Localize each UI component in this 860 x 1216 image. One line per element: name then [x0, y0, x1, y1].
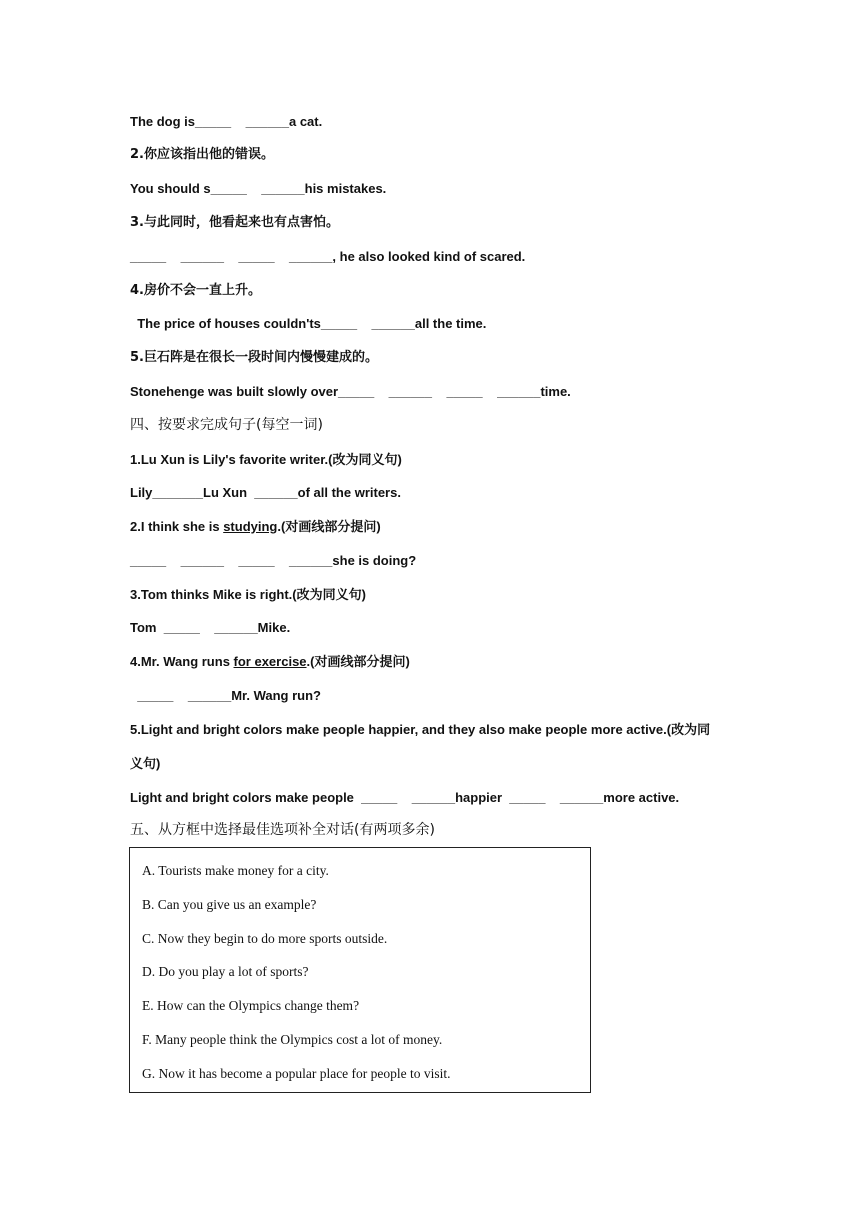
option-d: D. Do you play a lot of sports? — [142, 964, 309, 979]
part4-heading: 四、按要求完成句子(每空一词) — [130, 417, 323, 433]
part3-q5-chinese: 5.巨石阵是在很长一段时间内慢慢建成的。 — [130, 350, 378, 365]
part3-q4-chinese: 4.房价不会一直上升。 — [130, 283, 261, 298]
part3-q2-sentence: You should s_____ ______his mistakes. — [130, 181, 387, 196]
part4-q2-prompt — [130, 519, 381, 535]
option-g: G. Now it has become a popular place for people to visit. — [142, 1066, 451, 1081]
part4-q5-prompt-line1: 5.Light and bright colors make people happier, and they also make people more active.(改为同 — [130, 722, 711, 737]
part4-q3-prompt: 3.Tom thinks Mike is right.(改为同义句) — [130, 587, 366, 602]
q2-text-after: .(对画线部分提问) — [277, 519, 381, 534]
part5-heading: 五、从方框中选择最佳选项补全对话(有两项多余) — [130, 822, 435, 838]
part3-q1-sentence: The dog is_____ ______a cat. — [130, 114, 323, 129]
part4-q3-blanks: Tom _____ ______Mike. — [130, 620, 291, 635]
part4-q2-blanks: _____ ______ _____ ______she is doing? — [130, 553, 417, 568]
part4-q1-blanks: Lily_______Lu Xun ______of all the writers. — [130, 485, 401, 500]
q4-text-before: 4.Mr. Wang runs — [130, 654, 234, 669]
part3-q4-sentence: The price of houses couldn'ts_____ ______all the time. — [130, 316, 487, 331]
part3-q3-chinese: 3.与此同时，他看起来也有点害怕。 — [130, 215, 339, 230]
option-e: E. How can the Olympics change them? — [142, 998, 360, 1013]
part4-q5-blanks: Light and bright colors make people _____ ______happier _____ ______more active. — [130, 790, 680, 805]
part4-q1-prompt: 1.Lu Xun is Lily's favorite writer.(改为同义句) — [130, 452, 402, 467]
part4-q5-prompt-line2: 义句) — [130, 756, 161, 771]
part3-q5-sentence: Stonehenge was built slowly over_____ ______ _____ ______time. — [130, 384, 571, 399]
option-c: C. Now they begin to do more sports outside. — [142, 931, 388, 946]
q2-text-before: 2.I think she is — [130, 519, 224, 534]
part4-q4-prompt — [130, 654, 410, 670]
part3-q2-chinese: 2.你应该指出他的错误。 — [130, 147, 274, 162]
part4-q4-blanks: _____ ______Mr. Wang run? — [130, 688, 321, 703]
option-b: B. Can you give us an example? — [142, 897, 317, 912]
options-box — [129, 847, 591, 1093]
q2-underlined-word: studying — [223, 519, 278, 534]
option-a: A. Tourists make money for a city. — [142, 863, 329, 878]
option-f: F. Many people think the Olympics cost a lot of money. — [142, 1032, 443, 1047]
q4-underlined-phrase: for exercise — [233, 654, 307, 669]
q4-text-after: .(对画线部分提问) — [306, 654, 410, 669]
part3-q3-sentence: _____ ______ _____ ______, he also looked kind of scared. — [130, 249, 526, 264]
